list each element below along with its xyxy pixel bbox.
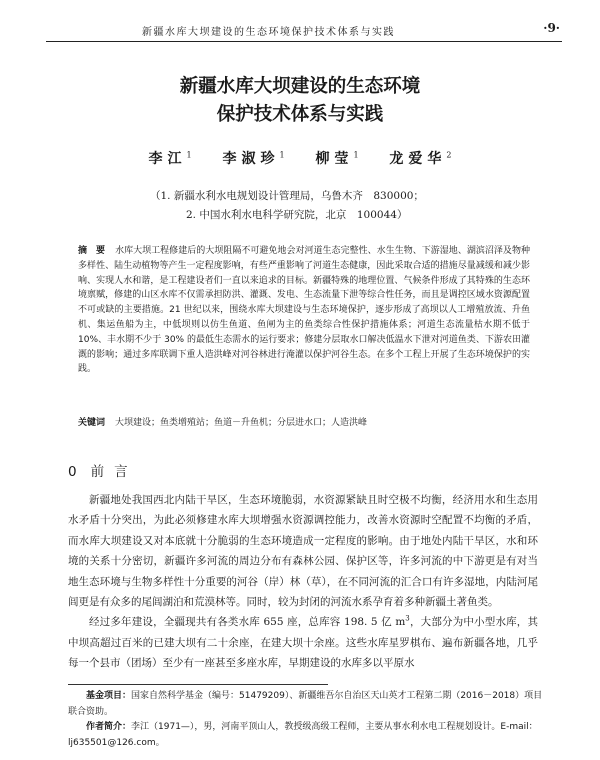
author-name: 龙爱华 (389, 151, 447, 167)
footnotes (68, 689, 544, 751)
keywords-text: 大坝建设；鱼类增殖站；鱼道－升鱼机；分层进水口；人造洪峰 (115, 418, 368, 428)
footnote-divider (68, 684, 328, 685)
author-name: 李江 (148, 151, 187, 167)
body-text-run: ，大部分为中小型水库，其中坝高超过百米的已建大坝有二十余座，在建大坝十余座。这些水库星罗棋布、遍布新疆各地，几乎每一个县市（团场）至少有一座甚至多座水库，早期建设的水库多以平原水 (68, 616, 538, 670)
superscript: 3 (405, 614, 410, 623)
author-affil-mark: 2 (446, 150, 452, 160)
body-paragraph: 新疆地处我国西北内陆干旱区，生态环境脆弱，水资源紧缺且时空极不均衡，经济用水和生态用水矛盾十分突出，为此必须修建水库大坝增强水资源调控能力，改善水资源时空配置不均衡的矛盾，而水库大坝建设又对本底就十分脆弱的生态环境造成一定程度的影响。由于地处内陆干旱区，水和环境的关系十分密切，新疆许多河流的周边分布有森林公园、保护区等，许多河流的中下游更是有对当地生态环境与生物多样性十分重要的河谷（岸）林（草），在不同河流的汇合口有许多湿地，内陆河尾闾更是有众多的尾闾湖泊和荒漠林等。同时，较为封闭的河流水系孕育着多种新疆土著鱼类。 (68, 494, 538, 609)
page-number: ·9· (543, 21, 560, 35)
author-2 (222, 151, 284, 167)
footnote-label: 基金项目： (86, 691, 132, 701)
running-header (46, 19, 562, 42)
title-line-2: 保护技术体系与实践 (216, 104, 384, 125)
affiliation-1: （1. 新疆水利水电规划设计管理局，乌鲁木齐 830000； (150, 190, 424, 202)
affiliation-2: 2. 中国水利水电科学研究院，北京 100044） (186, 209, 408, 221)
paper-title (0, 73, 600, 129)
author-list (0, 148, 600, 168)
section-title: 前言 (90, 464, 138, 480)
running-title: 新疆水库大坝建设的生态环境保护技术体系与实践 (142, 27, 395, 38)
author-affil-mark: 1 (353, 150, 359, 160)
keywords-label: 关键词 (78, 418, 106, 428)
section-heading (68, 460, 138, 480)
author-name: 李淑珍 (222, 151, 280, 167)
footnote-text: 李江（1971—），男，河南平顶山人，教授级高级工程师，主要从事水利水电工程规划设计。E-mail：lj635501@126.com。 (68, 722, 538, 748)
abstract-label: 摘 要 (78, 246, 106, 256)
author-name: 柳莹 (315, 151, 354, 167)
author-3 (315, 151, 358, 167)
footnote-text: 国家自然科学基金（编号：51479209）、新疆维吾尔自治区天山英才工程第二期（2016－2018）项目联合资助。 (68, 691, 543, 717)
body-text (68, 490, 538, 674)
section-number: 0 (68, 464, 77, 480)
footnote-author (68, 720, 544, 751)
abstract-text: 水库大坝工程修建后的大坝阻隔不可避免地会对河道生态完整性、水生生物、下游湿地、湖滨沼泽及物种多样性、陆生动植物等产生一定程度影响，有些严重影响了河道生态健康，因此采取合适的措施尽量减缓和减少影响、实现人水和谐，是工程建设者们一直以来追求的目标。新疆特殊的地理位置、气候条件形成了其特殊的生态环境禀赋，修建的山区水库不仅需承担防洪、灌溉、发电、生态流量下泄等综合性任务，而且是调控区域水资源配置不可或缺的主要措施。21 世纪以来，围绕水库大坝建设与生态环境保护，逐步形成了高坝以人工增殖放流、升鱼机、集运鱼船为主，中低坝则以仿生鱼道、鱼闸为主的鱼类综合性保护措施体系；河道生态流量枯水期不低于 10%、丰水期不少于 30% 的最低生态需水的运行要求；修建分层取水口解决低温水下泄对河道鱼类、下游农田灌溉的影响；通过多库联调下重人造洪峰对河谷林进行淹灌以保护河谷生态。在多个工程上开展了生态环境保护的实践。 (78, 246, 530, 375)
abstract (78, 244, 530, 377)
footnote-label: 作者简介： (86, 722, 132, 733)
author-affil-mark: 1 (279, 150, 285, 160)
author-4 (389, 151, 451, 167)
footnote-fund (68, 689, 544, 720)
author-affil-mark: 1 (186, 150, 192, 160)
body-text-run: 经过多年建设，全疆现共有各类水库 655 座，总库容 198. 5 亿 m (89, 616, 406, 629)
title-line-1: 新疆水库大坝建设的生态环境 (179, 76, 421, 97)
body-paragraph (68, 612, 538, 673)
keywords (78, 415, 530, 428)
author-1 (149, 151, 192, 167)
